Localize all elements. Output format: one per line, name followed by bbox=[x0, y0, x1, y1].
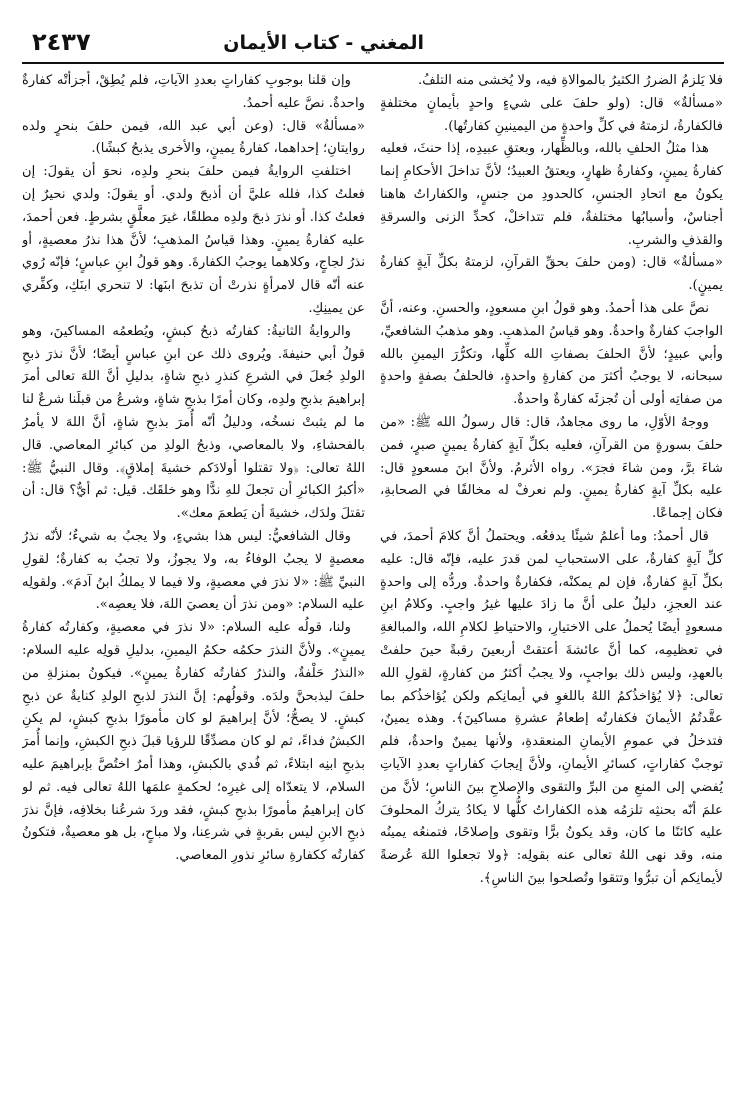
paragraph: هذا مثلُ الحلفِ بالله، وبالظِّهار، وبعتقِ عبيدِه، إذا حنثَ، فعليه كفارةُ يمينٍ، وكفارةُ ظهارٍ، ويعتقُ العبيدُ؛ لأنَّ تداخلَ الأحكامِ إنما يكونُ مع اتحادِ الجنسِ، كالحدودِ من جنسٍ، والكفاراتُ هاهنا أجناسٌ، وأسبابُها مختلفةٌ، فلم تتداخلْ، كحدِّ الزنى والسرقةِ والقذفِ والشربِ. bbox=[380, 141, 723, 248]
paragraph: نصَّ على هذا أحمدُ. وهو قولُ ابنِ مسعودٍ، والحسنِ. وعنه، أنَّ الواجبَ كفارةٌ واحدةٌ. وهو قياسُ المذهبِ. وهو مذهبُ الشافعيِّ، وأبي عبيدٍ؛ لأنَّ الحلفَ بصفاتِ الله كلِّها، وتكرُّرَ اليمينِ بالله سبحانه، لا يوجبُ أكثرَ من كفارةٍ واحدةٍ، فالحلفُ بصفةٍ واحدةٍ من صفاتِه أولى أن تُجزئَه كفارةٌ واحدةٌ. bbox=[380, 300, 723, 408]
paragraph: وإن قلنا بوجوبِ كفاراتٍ بعددِ الآياتِ، فلم يُطِقْ، أجزأتْه كفارةٌ واحدةٌ. نصَّ عليه أحمدُ. bbox=[22, 73, 365, 111]
paragraph: وقال الشافعيُّ: ليس هذا بشيءٍ، ولا يجبُ به شيءٌ؛ لأنّه نذرُ معصيةٍ لا يجبُ الوفاءُ به، ولا يجوزُ، ولا تجبُ به كفارةٌ؛ لقولِ النبيِّ ﷺ: «لا نذرَ في معصيةٍ، ولا فيما لا يملكُ ابنُ آدمَ». ولقولِه عليه السلام: «ومن نذرَ أن يعصيَ اللهَ، فلا يعصِه». bbox=[22, 528, 365, 613]
masala-heading: «مسألةٌ» قال: (وعن أبي عبد الله، فيمن حلفَ بنحرٍ ولده روايتانِ؛ إحداهما، كفارةُ يمينٍ، والأخرى يذبحُ كبشًا). bbox=[22, 118, 365, 157]
page-number: ٢٤٣٧ bbox=[32, 28, 91, 56]
paragraph: اختلفتِ الروايةُ فيمن حلفَ بنحرِ ولدِه، نحوَ أن يقولَ: إن فعلتُ كذا، فلله عليَّ أن أذبحَ ولدي. أو يقولَ: ولدي نحيرٌ إن فعلتُ كذا. أو نذرَ ذبحَ ولدِه مطلقًا، غيرَ معلَّقٍ بشرطٍ. فعن أحمدَ، عليه كفارةُ يمينٍ. وهذا قياسُ المذهبِ؛ لأنَّ هذا نذرُ معصيةٍ، أو نذرُ لجاجٍ، وكلاهما يوجبُ الكفارةَ. وهو قولُ ابنِ عباسٍ؛ فإنّه رُوي عنه أنّه قال لامرأةٍ نذرتْ أن تذبحَ ابنَها: لا تنحري ابنَكِ، وكفِّري عن يمينِكِ. bbox=[22, 164, 365, 316]
paragraph: ولنا، قولُه عليه السلام: «لا نذرَ في معصيةٍ، وكفارتُه كفارةُ يمينٍ». ولأنَّ النذرَ حكمُه حكمُ اليمينِ، بدليلِ قولِه عليه السلام: «النذرُ حَلْفةٌ، والنذرُ كفارتُه كفارةُ يمينٍ». فيكونُ بمنزلةِ من حلفَ ليذبحنَّ ولدَه. وقولُهم: إنَّ النذرَ لذبحِ الولدِ كنايةٌ عن ذبحِ كبشٍ. لا يصحُّ؛ لأنَّ إبراهيمَ لو كان مأمورًا بذبحِ كبشٍ، لم يكنِ الكبشُ فداءً، ثم لو كان مصدِّقًا للرؤيا قبلَ ذبحِ الكبشِ، وإنما أُمرَ بذبحِ ابنِه ابتلاءً، ثم فُدي بالكبشِ، وهذا أمرٌ اختُصَّ بإبراهيمَ عليه السلام، لا يتعدّاه إلى غيرِه؛ لحكمةٍ علمَها اللهُ تعالى فيه. ثم لو كان إبراهيمُ مأمورًا بذبحِ كبشٍ، فقد وردَ شرعُنا بخلافِه، فإنَّ نذرَ ذبحِ الابنِ ليس بقربةٍ في شرعِنا، ولا مباحٍ، بل هو معصيةٌ، فتكونُ كفارتُه ككفارةِ سائرِ نذورِ المعاصي. bbox=[22, 620, 365, 864]
paragraph: ووجهُ الأوّلِ، ما روى مجاهدٌ، قال: قال رسولُ الله ﷺ: «من حلفَ بسورةٍ من القرآنِ، فعليه بكلِّ آيةٍ كفارةُ يمينٍ صبرٍ، فمن شاءَ برَّ، ومن شاءَ فجرَ». رواه الأثرمُ. ولأنَّ ابنَ مسعودٍ قال: عليه بكلِّ آيةٍ كفارةُ يمينٍ. ولم نعرفْ له مخالفًا في الصحابةِ، فكان إجماعًا. bbox=[380, 414, 723, 522]
left-text-column bbox=[22, 70, 365, 1080]
paragraph: فلا يَلزمُ الضررُ الكثيرُ بالموالاةِ فيه، ولا يُخشى منه التلفُ. bbox=[418, 73, 723, 88]
masala-heading: «مسألةٌ» قال: (ومن حلفَ بحقِّ القرآنِ، لزمتهُ بكلِّ آيةٍ كفارةُ يمينٍ). bbox=[380, 255, 723, 294]
running-header bbox=[22, 28, 724, 64]
paragraph: والروايةُ الثانيةُ: كفارتُه ذبحُ كبشٍ، ويُطعمُه المساكينَ، وهو قولُ أبي حنيفةَ. ويُروى ذلك عن ابنِ عباسٍ أيضًا؛ لأنَّ نذرَ ذبحِ الولدِ جُعلَ في الشرعِ كنذرِ ذبحِ شاةٍ، بدليلِ أنَّ اللهَ تعالى أمرَ إبراهيمَ بذبحِ ولدِه، وكان أمرًا بذبحِ شاةٍ، وشرعُ من قبلَنا شرعٌ لنا ما لم يثبتْ نسخُه، ودليلُ أنّه أُمرَ بذبحِ شاةٍ، أنَّ اللهَ لا يأمرُ بالفحشاءِ، ولا بالمعاصي، وذبحُ الولدِ من كبائرِ المعاصي. قال اللهُ تعالى: ﴿ولا تقتلوا أولادَكم خشيةَ إملاقٍ﴾. وقال النبيُّ ﷺ: «أكبرُ الكبائرِ أن تجعلَ للهِ ندًّا وهو خلقَك. قيل: ثم أيٌّ؟ قال: أن تقتلَ ولدَك، خشيةَ أن يَطعمَ معك». bbox=[22, 323, 365, 522]
book-chapter-title: المغني - كتاب الأيمان bbox=[223, 32, 424, 54]
right-text-column bbox=[380, 70, 723, 1080]
paragraph: قال أحمدُ: وما أعلمُ شيئًا يدفعُه. ويحتملُ أنَّ كلامَ أحمدَ، في كلِّ آيةٍ كفارةٌ، على الاستحبابِ لمن قدرَ عليه، فإنّه قال: عليه بكلِّ آيةٍ كفارةٌ، فإن لم يمكنْه، فكفارةٌ واحدةٌ. وردُّه إلى واحدةٍ عند العجزِ، دليلٌ على أنَّ ما زادَ عليها غيرُ واجبٍ. وكلامُ ابنِ مسعودٍ أيضًا يُحملُ على الاختيارِ، والاحتياطِ لكلامِ الله، والمبالغةِ في تعظيمِه، كما أنَّ عائشةَ أعتقتْ أربعينَ رقبةً حينَ حلفتْ بالعهدِ، وليس ذلك بواجبٍ، ولا يجبُ أكثرُ من كفارةٍ، لقولِ الله تعالى: ﴿لا يُؤاخذُكمُ اللهُ باللغوِ في أيمانِكم ولكن يُؤاخذُكم بما عقَّدتُمُ الأيمانَ فكفارتُه إطعامُ عشرةِ مساكينَ﴾. وهذه يمينٌ، فتدخلُ في عمومِ الأيمانِ المنعقدةِ، ولأنها يمينٌ واحدةٌ، فلم توجبْ كفاراتٍ، كسائرِ الأيمانِ، ولأنَّ إيجابَ كفاراتٍ بعددِ الآياتِ يُفضي إلى المنعِ من البرِّ والتقوى والإصلاحِ بينَ الناسِ؛ لأنَّ من علمَ أنّه بحنثِه تلزمُه هذه الكفاراتُ كلُّها لا يكادُ يتركُ المحلوفَ عليه كائنًا ما كان، وقد يكونُ برًّا وتقوى وإصلاحًا، فتمنعُه يمينُه منه، وقد نهى اللهُ تعالى عنه بقولِه: ﴿ولا تجعلوا اللهَ عُرضةً لأيمانِكم أن تبرُّوا وتتقوا وتُصلحوا بينَ الناسِ﴾. bbox=[380, 528, 723, 886]
masala-heading: «مسألةٌ» قال: (ولو حلفَ على شيءٍ واحدٍ بأيمانٍ مختلفةٍ فالكفارةُ، لزمتهُ في كلِّ واحدةٍ من اليمينينِ كفارتُها). bbox=[380, 95, 723, 134]
